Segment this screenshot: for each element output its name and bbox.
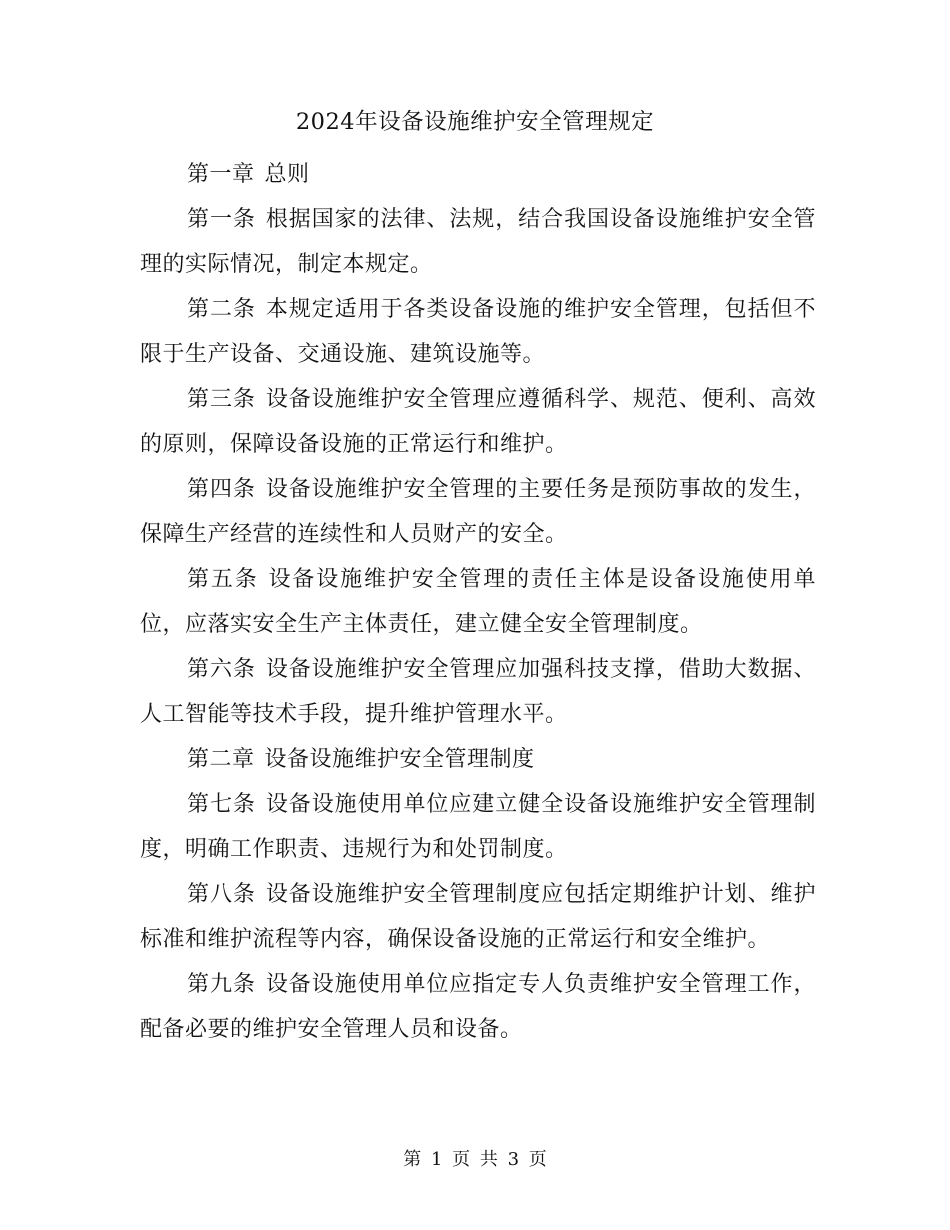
chapter-heading — [140, 152, 816, 197]
article-text: 设备设施维护安全管理应遵循科学、规范、便利、高效的原则，保障设备设施的正常运行和维护。 — [140, 387, 816, 457]
document-title: 2024年设备设施维护安全管理规定 — [295, 109, 655, 135]
article-label: 第三条 — [187, 387, 256, 412]
article-text: 设备设施维护安全管理的主要任务是预防事故的发生，保障生产经营的连续性和人员财产的安全。 — [140, 477, 816, 547]
article-text: 设备设施维护安全管理制度应包括定期维护计划、维护标准和维护流程等内容，确保设备设施的正常运行和安全维护。 — [140, 882, 816, 952]
article-text: 本规定适用于各类设备设施的维护安全管理，包括但不限于生产设备、交通设施、建筑设施等。 — [140, 297, 816, 367]
article-paragraph — [140, 872, 816, 962]
chapter-heading — [140, 737, 816, 782]
article-paragraph — [140, 377, 816, 467]
article-label: 第九条 — [187, 972, 256, 997]
chapter-label: 第一章 — [187, 162, 255, 187]
article-label: 第五条 — [187, 567, 259, 592]
article-label: 第七条 — [187, 792, 256, 817]
article-text: 设备设施使用单位应建立健全设备设施维护安全管理制度，明确工作职责、违规行为和处罚制度。 — [140, 792, 816, 862]
article-label: 第六条 — [187, 657, 256, 682]
article-text: 设备设施使用单位应指定专人负责维护安全管理工作，配备必要的维护安全管理人员和设备。 — [140, 972, 816, 1042]
article-paragraph — [140, 287, 816, 377]
page-footer: 第 1 页 共 3 页 — [403, 1149, 547, 1170]
article-label: 第四条 — [187, 477, 256, 502]
article-paragraph — [140, 782, 816, 872]
article-label: 第一条 — [187, 207, 256, 232]
article-label: 第二条 — [187, 297, 256, 322]
chapter-title: 设备设施维护安全管理制度 — [264, 747, 535, 772]
chapter-title: 总则 — [264, 162, 310, 187]
article-text: 设备设施维护安全管理应加强科技支撑，借助大数据、人工智能等技术手段，提升维护管理水平。 — [140, 657, 816, 727]
article-paragraph — [140, 557, 816, 647]
article-text: 设备设施维护安全管理的责任主体是设备设施使用单位，应落实安全生产主体责任，建立健全安全管理制度。 — [140, 567, 816, 637]
article-paragraph — [140, 647, 816, 737]
document-body — [140, 152, 816, 1052]
article-paragraph — [140, 962, 816, 1052]
article-paragraph — [140, 467, 816, 557]
article-text: 根据国家的法律、法规，结合我国设备设施维护安全管理的实际情况，制定本规定。 — [140, 207, 816, 277]
chapter-label: 第二章 — [187, 747, 255, 772]
article-paragraph — [140, 197, 816, 287]
article-label: 第八条 — [187, 882, 256, 907]
